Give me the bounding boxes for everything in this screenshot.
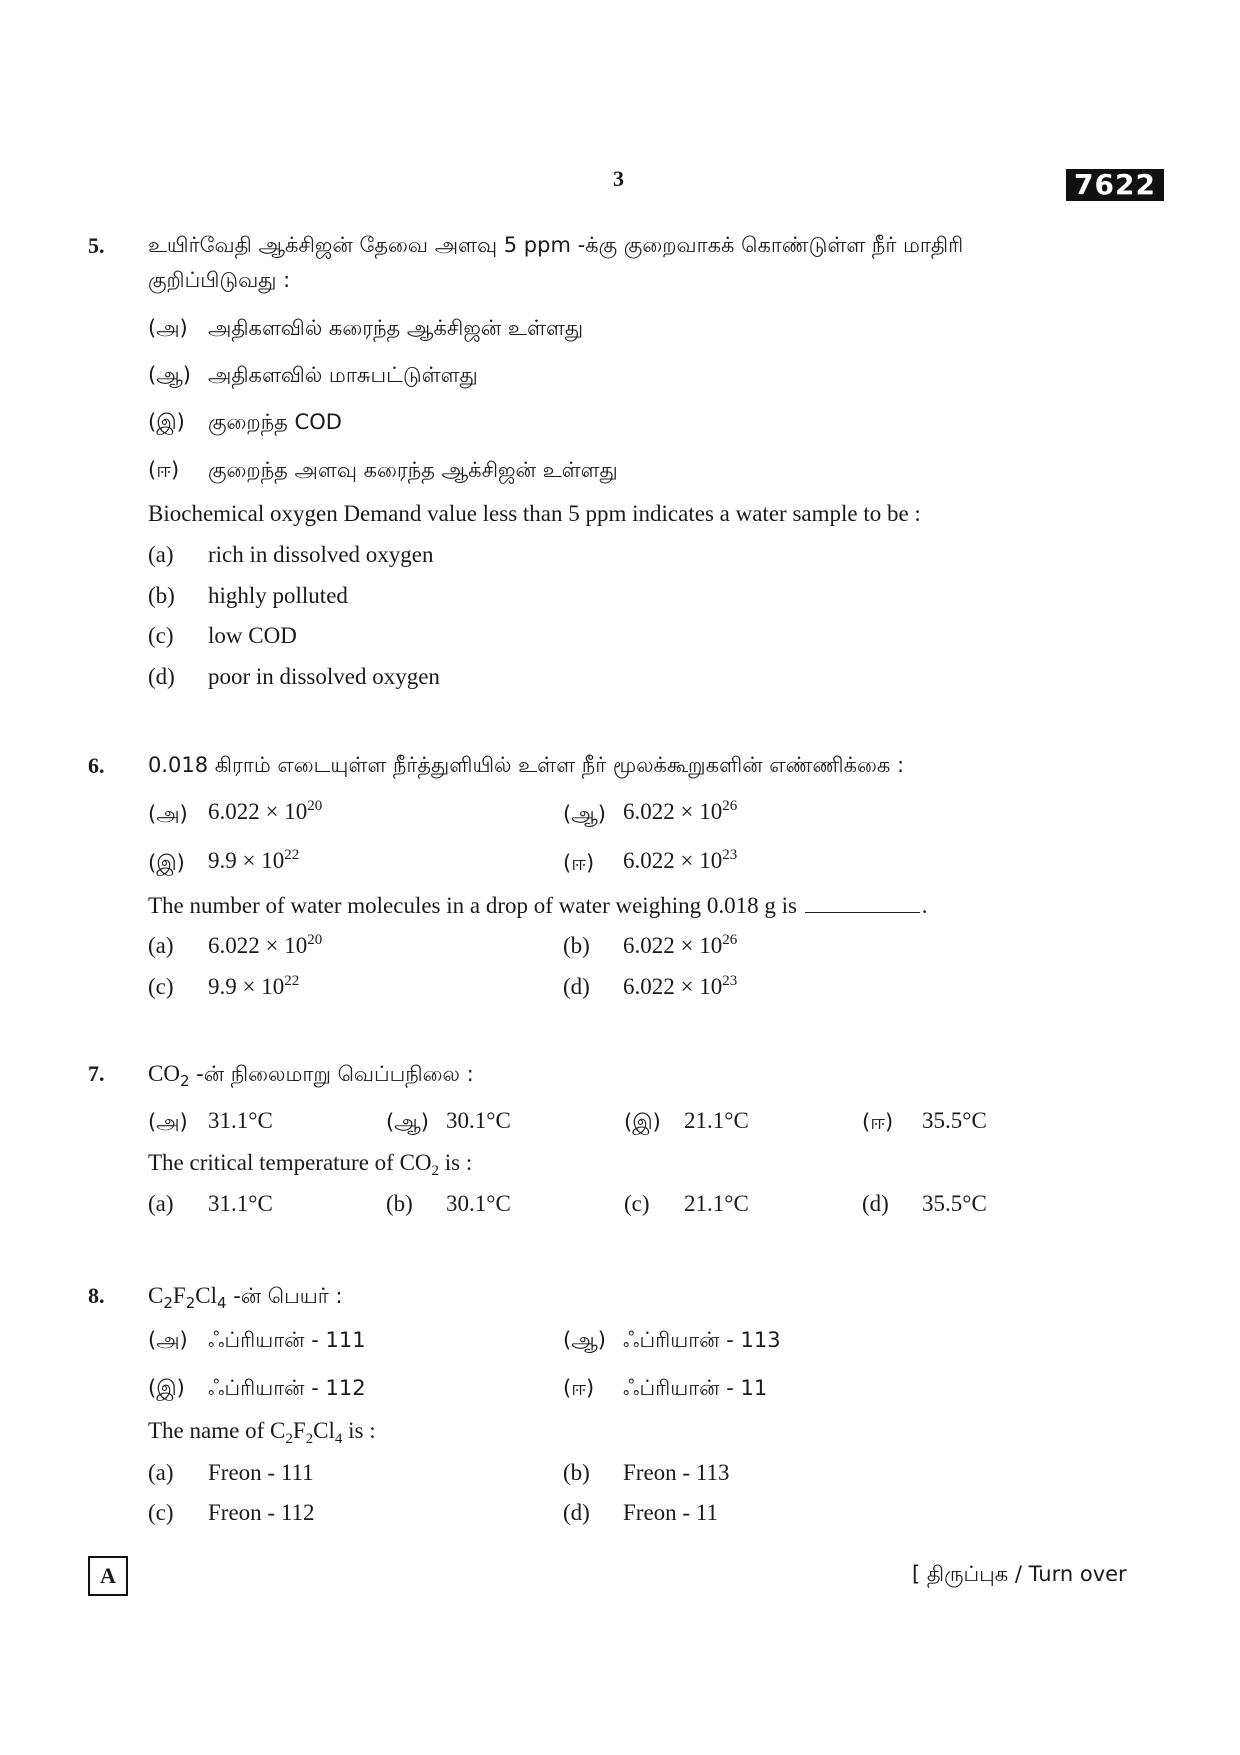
q5-tamil-option-text: அதிகளவில் மாசுபட்டுள்ளது xyxy=(208,363,478,387)
q6-tamil-option-value: $6.022 \times 10^{26}$ xyxy=(623,798,738,824)
q8-tamil-option-label: (ஆ) xyxy=(563,1328,606,1352)
question-8-number: 8. xyxy=(88,1283,105,1308)
q8-english-option-label: (d) xyxy=(563,1500,590,1525)
q5-tamil-option-text: குறைந்த அளவு கரைந்த ஆக்சிஜன் உள்ளது xyxy=(208,458,618,482)
question-6-english: The number of water molecules in a drop of water weighing 0.018 g is . xyxy=(148,893,928,918)
q6-english-option-label: (b) xyxy=(563,933,590,958)
q7-tamil-option-value: 35.5°C xyxy=(922,1108,987,1133)
q8-english-option-text: Freon - 111 xyxy=(208,1460,314,1485)
q8-tamil-option-text: ஃப்ரியான் - 11 xyxy=(623,1376,768,1400)
q5-english-option-label: (b) xyxy=(148,583,175,608)
question-8-tamil: $C_2F_2Cl_4$ -ன் பெயர் : xyxy=(148,1283,343,1312)
page-number: 3 xyxy=(613,166,624,191)
q7-tamil-option-value: 21.1°C xyxy=(684,1108,749,1133)
set-label: A xyxy=(88,1556,128,1596)
q8-tamil-option-label: (அ) xyxy=(148,1328,188,1352)
q8-english-option-label: (a) xyxy=(148,1460,174,1485)
q8-tamil-option-text: ஃப்ரியான் - 111 xyxy=(208,1328,366,1352)
q8-english-option-text: Freon - 11 xyxy=(623,1500,718,1525)
question-5-tamil-line1: உயிர்வேதி ஆக்சிஜன் தேவை அளவு 5 ppm -க்கு குறைவாகக் கொண்டுள்ள நீர் மாதிரி xyxy=(148,233,964,257)
q5-tamil-option-text: குறைந்த COD xyxy=(208,410,342,434)
q7-english-option-label: (a) xyxy=(148,1191,174,1216)
q6-english-option-label: (c) xyxy=(148,974,174,999)
q7-tamil-option-value: 31.1°C xyxy=(208,1108,273,1133)
q5-english-option-label: (a) xyxy=(148,542,174,567)
q5-tamil-option-label: (ஆ) xyxy=(148,363,191,387)
question-6-number: 6. xyxy=(88,753,105,778)
q6-english-option-value: $6.022 \times 10^{20}$ xyxy=(208,932,323,958)
question-5-number: 5. xyxy=(88,233,105,258)
q8-tamil-option-label: (ஈ) xyxy=(563,1376,595,1400)
q5-english-option-text: poor in dissolved oxygen xyxy=(208,664,440,689)
q5-english-option-label: (d) xyxy=(148,664,175,689)
q5-tamil-option-text: அதிகளவில் கரைந்த ஆக்சிஜன் உள்ளது xyxy=(208,316,584,340)
q5-english-option-text: low COD xyxy=(208,623,297,648)
question-7-number: 7. xyxy=(88,1061,105,1086)
q6-tamil-option-label: (ஈ) xyxy=(563,851,595,875)
paper-code: 7622 xyxy=(1066,169,1164,201)
question-8-english: The name of $C_2F_2Cl_4$ is : xyxy=(148,1418,376,1447)
question-7-tamil: $CO_2$ -ன் நிலைமாறு வெப்பநிலை : xyxy=(148,1061,474,1090)
q7-tamil-option-label: (அ) xyxy=(148,1110,188,1134)
q8-english-option-label: (c) xyxy=(148,1500,174,1525)
q5-english-option-label: (c) xyxy=(148,623,174,648)
q6-tamil-option-label: (ஆ) xyxy=(563,802,606,826)
q7-tamil-option-label: (இ) xyxy=(624,1110,661,1134)
q6-tamil-option-value: $6.022 \times 10^{23}$ xyxy=(623,847,738,873)
q7-tamil-option-label: (ஈ) xyxy=(862,1110,894,1134)
q6-english-option-label: (d) xyxy=(563,974,590,999)
q5-tamil-option-label: (இ) xyxy=(148,410,185,434)
question-7-english: The critical temperature of $CO_2$ is : xyxy=(148,1150,473,1179)
question-5-tamil-line2: குறிப்பிடுவது : xyxy=(148,268,291,292)
answer-blank xyxy=(805,894,920,913)
q7-english-option-label: (b) xyxy=(386,1191,413,1216)
q7-english-option-value: 30.1°C xyxy=(446,1191,511,1216)
q8-english-option-text: Freon - 112 xyxy=(208,1500,315,1525)
q6-english-option-value: $6.022 \times 10^{26}$ xyxy=(623,932,738,958)
q7-english-option-value: 35.5°C xyxy=(922,1191,987,1216)
q8-tamil-option-text: ஃப்ரியான் - 113 xyxy=(623,1328,781,1352)
q7-english-option-label: (c) xyxy=(624,1191,650,1216)
q5-tamil-option-label: (அ) xyxy=(148,316,188,340)
turn-over-note: [ திருப்புக / Turn over xyxy=(912,1562,1127,1586)
q8-tamil-option-text: ஃப்ரியான் - 112 xyxy=(208,1376,366,1400)
q7-tamil-option-label: (ஆ) xyxy=(386,1110,429,1134)
q6-english-option-label: (a) xyxy=(148,933,174,958)
q7-english-option-value: 21.1°C xyxy=(684,1191,749,1216)
question-5-english: Biochemical oxygen Demand value less than 5 ppm indicates a water sample to be : xyxy=(148,501,921,526)
q5-english-option-text: rich in dissolved oxygen xyxy=(208,542,434,567)
q7-english-option-label: (d) xyxy=(862,1191,889,1216)
q6-tamil-option-value: $6.022 \times 10^{20}$ xyxy=(208,798,323,824)
q6-english-option-value: $9.9 \times 10^{22}$ xyxy=(208,973,300,999)
q8-english-option-text: Freon - 113 xyxy=(623,1460,730,1485)
q6-tamil-option-value: $9.9 \times 10^{22}$ xyxy=(208,847,300,873)
q6-english-option-value: $6.022 \times 10^{23}$ xyxy=(623,973,738,999)
q7-english-option-value: 31.1°C xyxy=(208,1191,273,1216)
q6-tamil-option-label: (அ) xyxy=(148,802,188,826)
q5-tamil-option-label: (ஈ) xyxy=(148,458,180,482)
q7-tamil-option-value: 30.1°C xyxy=(446,1108,511,1133)
q8-tamil-option-label: (இ) xyxy=(148,1376,185,1400)
q8-english-option-label: (b) xyxy=(563,1460,590,1485)
question-6-tamil: 0.018 கிராம் எடையுள்ள நீர்த்துளியில் உள்ள நீர் மூலக்கூறுகளின் எண்ணிக்கை : xyxy=(148,753,905,777)
q5-english-option-text: highly polluted xyxy=(208,583,348,608)
q6-tamil-option-label: (இ) xyxy=(148,851,185,875)
